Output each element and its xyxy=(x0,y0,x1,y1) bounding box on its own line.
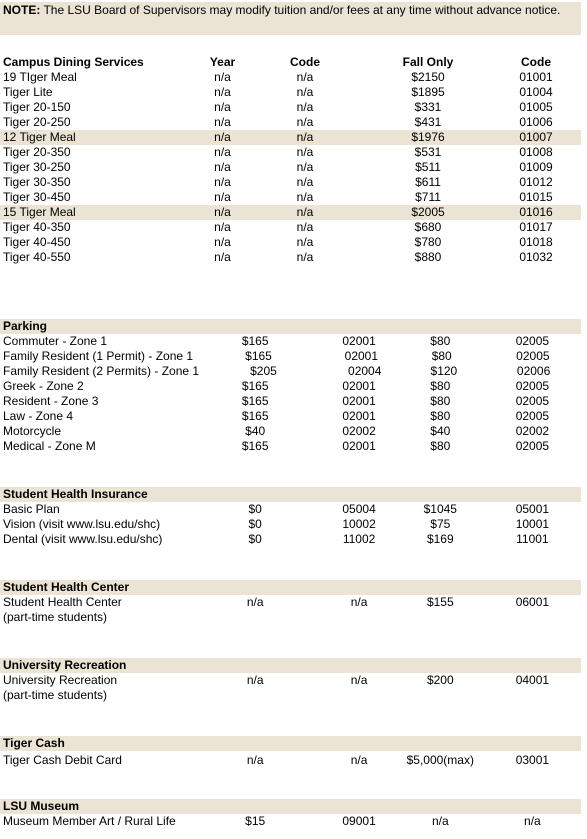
fee-name-cell: Tiger 20-350 xyxy=(3,145,71,159)
table-row xyxy=(0,502,581,517)
fall-cell: $80 xyxy=(430,439,451,453)
tiger-cash-section xyxy=(0,736,581,769)
code-cell: n/a xyxy=(296,250,314,264)
fall-code-cell: 01032 xyxy=(519,250,553,264)
fall-cell: $431 xyxy=(414,115,442,129)
fall-cell: $40 xyxy=(430,424,451,438)
fall-code-cell: 01008 xyxy=(519,145,553,159)
health-center-header-row xyxy=(0,580,581,595)
fee-name-cell: Tiger 30-250 xyxy=(3,160,71,174)
table-row xyxy=(0,205,581,220)
fall-code-cell: 04001 xyxy=(515,673,550,687)
museum-header-row xyxy=(0,799,581,814)
fee-name-cell: Tiger 40-350 xyxy=(3,220,71,234)
fee-name-cell: Family Resident (2 Permits) - Zone 1 xyxy=(3,364,200,378)
dining-section xyxy=(0,55,581,265)
year-cell: n/a xyxy=(214,145,231,159)
year-cell: n/a xyxy=(214,115,231,129)
fall-cell: $1895 xyxy=(411,85,445,99)
fee-name-cell: 12 Tiger Meal xyxy=(3,130,76,144)
table-row xyxy=(0,85,581,100)
fee-name-cell: Tiger 40-450 xyxy=(3,235,71,249)
fall-cell: $780 xyxy=(414,235,442,249)
code-cell: n/a xyxy=(296,145,314,159)
code-cell: 02001 xyxy=(344,349,379,363)
table-row xyxy=(0,532,581,547)
health-center-section-title: Student Health Center xyxy=(3,580,130,594)
parking-rows xyxy=(0,334,581,454)
museum-section-title: LSU Museum xyxy=(3,799,80,813)
table-row xyxy=(0,349,581,364)
code-cell: 02001 xyxy=(342,379,376,393)
fall-code-cell: n/a xyxy=(524,814,541,828)
fee-name-cell: Vision (visit www.lsu.edu/shc) xyxy=(3,517,161,531)
code-cell: 02002 xyxy=(342,424,376,438)
code-cell: 10002 xyxy=(342,517,376,531)
fall-code-cell: 05001 xyxy=(515,502,550,516)
fee-name-cell: Dental (visit www.lsu.edu/shc) xyxy=(3,532,163,546)
year-cell: $165 xyxy=(241,409,269,423)
year-cell: $0 xyxy=(248,502,262,516)
code-cell: n/a xyxy=(296,100,314,114)
fee-name-cell: Tiger Lite xyxy=(3,85,53,99)
fall-cell: $169 xyxy=(426,532,454,546)
code-cell: 02001 xyxy=(342,409,376,423)
fall-cell: $120 xyxy=(430,364,458,378)
parking-header-row xyxy=(0,319,581,334)
fall-cell: $331 xyxy=(414,100,442,114)
year-cell: $0 xyxy=(248,532,262,546)
fall-cell: $80 xyxy=(431,349,452,363)
code-column-header: Code xyxy=(290,55,320,69)
code-cell: n/a xyxy=(296,85,314,99)
fall-code-cell: 01007 xyxy=(519,130,553,144)
table-row xyxy=(0,439,581,454)
year-cell: n/a xyxy=(214,100,231,114)
code-cell: n/a xyxy=(350,595,368,609)
table-row xyxy=(0,115,581,130)
table-row xyxy=(0,160,581,175)
year-cell: n/a xyxy=(214,70,231,84)
year-cell: $165 xyxy=(241,394,269,408)
insurance-section-title: Student Health Insurance xyxy=(3,487,148,501)
health-center-section xyxy=(0,580,581,625)
fall-code-cell: 02005 xyxy=(515,379,550,393)
code-cell: 09001 xyxy=(342,814,376,828)
fee-name-cell: Tiger 30-450 xyxy=(3,190,71,204)
fee-name-cell: 15 Tiger Meal xyxy=(3,205,76,219)
fall-cell: $511 xyxy=(415,160,441,174)
fee-name-line2: (part-time students) xyxy=(3,610,108,624)
tiger-cash-section-title: Tiger Cash xyxy=(3,736,65,750)
fee-name-cell: Basic Plan xyxy=(3,502,60,516)
code-cell: n/a xyxy=(296,70,314,84)
fee-name-cell xyxy=(0,673,189,703)
table-row xyxy=(0,130,581,145)
code-cell: n/a xyxy=(296,190,314,204)
fall-cell: $1976 xyxy=(411,130,445,144)
fee-name-cell: Commuter - Zone 1 xyxy=(3,334,108,348)
note-text: The LSU Board of Supervisors may modify tuition and/or fees at any time without advance notice. xyxy=(40,3,561,17)
code-cell: 02001 xyxy=(342,394,376,408)
table-row xyxy=(0,334,581,349)
code-cell: 02001 xyxy=(342,334,376,348)
fee-name-cell: 19 TIger Meal xyxy=(3,70,77,84)
fee-name-cell: Tiger 30-350 xyxy=(3,175,71,189)
museum-section xyxy=(0,799,581,829)
table-row xyxy=(0,175,581,190)
year-cell: n/a xyxy=(214,235,231,249)
note-label: NOTE: xyxy=(3,3,41,17)
recreation-section xyxy=(0,658,581,703)
fee-name-line1: Student Health Center xyxy=(3,595,122,609)
code-cell: n/a xyxy=(296,235,314,249)
year-cell: $165 xyxy=(245,349,272,363)
fee-name-cell: Family Resident (1 Permit) - Zone 1 xyxy=(3,349,194,363)
fall-code-cell: 03001 xyxy=(515,753,550,767)
fee-name-cell: Greek - Zone 2 xyxy=(3,379,84,393)
fall-code-cell: 01016 xyxy=(519,205,553,219)
fall-code-cell: 01009 xyxy=(519,160,553,174)
table-row xyxy=(0,364,581,379)
table-row xyxy=(0,517,581,532)
fall-cell: $1045 xyxy=(423,502,457,516)
fall-code-cell: 01005 xyxy=(519,100,553,114)
year-column-header: Year xyxy=(209,55,236,69)
year-cell: n/a xyxy=(214,250,231,264)
fee-name-cell: Tiger 20-150 xyxy=(3,100,71,114)
tiger-cash-header-row xyxy=(0,736,581,751)
table-row xyxy=(0,70,581,85)
table-row xyxy=(0,190,581,205)
fall-code-cell: 02002 xyxy=(515,424,550,438)
table-row xyxy=(0,100,581,115)
fall-cell: $80 xyxy=(430,394,451,408)
code-cell: n/a xyxy=(350,673,368,687)
fall-cell: $80 xyxy=(430,334,451,348)
table-row xyxy=(0,379,581,394)
parking-section-title: Parking xyxy=(3,319,48,333)
table-row xyxy=(0,220,581,235)
fall-cell: $2150 xyxy=(411,70,445,84)
fee-name-cell: Medical - Zone M xyxy=(3,439,96,453)
fall-code-cell: 01015 xyxy=(519,190,553,204)
year-cell: $165 xyxy=(241,334,269,348)
fall-code-cell: 02005 xyxy=(515,439,550,453)
table-row xyxy=(0,751,581,769)
table-row xyxy=(0,145,581,160)
recreation-section-title: University Recreation xyxy=(3,658,127,672)
code-cell: n/a xyxy=(296,220,314,234)
year-cell: n/a xyxy=(214,160,231,174)
fee-name-cell: Law - Zone 4 xyxy=(3,409,74,423)
year-cell: n/a xyxy=(214,175,231,189)
year-cell: $0 xyxy=(248,517,262,531)
fall-code-cell: 10001 xyxy=(515,517,550,531)
fall-cell: $680 xyxy=(414,220,442,234)
code-cell: 11002 xyxy=(342,532,376,546)
year-cell: n/a xyxy=(214,130,231,144)
fall-only-column-header: Fall Only xyxy=(402,55,454,69)
fee-name-cell xyxy=(0,595,189,625)
year-cell: n/a xyxy=(214,220,231,234)
code-cell: n/a xyxy=(296,175,314,189)
fall-cell: $2005 xyxy=(411,205,445,219)
fall-code-cell: 01004 xyxy=(519,85,553,99)
dining-section-title: Campus Dining Services xyxy=(3,55,144,69)
year-cell: $165 xyxy=(241,439,269,453)
fee-name-cell: Tiger Cash Debit Card xyxy=(3,753,122,767)
fall-cell: $5,000(max) xyxy=(406,753,474,767)
year-cell: n/a xyxy=(246,753,264,767)
table-row xyxy=(0,250,581,265)
code-cell: n/a xyxy=(296,115,314,129)
fall-code-cell: 01017 xyxy=(519,220,553,234)
table-row xyxy=(0,424,581,439)
fee-name-cell: Resident - Zone 3 xyxy=(3,394,99,408)
year-cell: $15 xyxy=(245,814,266,828)
fall-cell: $75 xyxy=(430,517,451,531)
fall-code-column-header: Code xyxy=(521,55,551,69)
parking-section xyxy=(0,319,581,454)
table-row xyxy=(0,814,581,829)
year-cell: n/a xyxy=(214,190,231,204)
table-row xyxy=(0,673,581,703)
fall-code-cell: 01001 xyxy=(519,70,553,84)
fee-name-line2: (part-time students) xyxy=(3,688,108,702)
fall-cell: n/a xyxy=(431,814,449,828)
fall-code-cell: 02005 xyxy=(516,349,550,363)
fall-cell: $200 xyxy=(426,673,454,687)
table-row xyxy=(0,235,581,250)
code-cell: 02001 xyxy=(342,439,376,453)
table-row xyxy=(0,394,581,409)
code-cell: n/a xyxy=(296,160,314,174)
fall-code-cell: 02006 xyxy=(516,364,551,378)
fall-cell: $531 xyxy=(414,145,442,159)
fall-cell: $155 xyxy=(426,595,454,609)
code-cell: 05004 xyxy=(342,502,376,516)
fee-name-cell: Tiger 40-550 xyxy=(3,250,71,264)
fall-code-cell: 01006 xyxy=(519,115,553,129)
fall-code-cell: 02005 xyxy=(515,409,550,423)
advance-notice-banner xyxy=(0,2,581,35)
fall-code-cell: 02005 xyxy=(515,394,550,408)
dining-header-row xyxy=(0,55,581,70)
insurance-rows xyxy=(0,502,581,547)
fee-name-cell: Tiger 20-250 xyxy=(3,115,71,129)
insurance-section xyxy=(0,487,581,547)
year-cell: n/a xyxy=(246,673,264,687)
fee-name-line1: University Recreation xyxy=(3,673,118,687)
code-cell: n/a xyxy=(296,130,314,144)
year-cell: n/a xyxy=(214,205,231,219)
fall-cell: $80 xyxy=(430,409,451,423)
fall-cell: $711 xyxy=(415,190,441,204)
fall-code-cell: 02005 xyxy=(515,334,550,348)
code-cell: n/a xyxy=(350,753,368,767)
year-cell: $40 xyxy=(245,424,266,438)
fall-cell: $880 xyxy=(414,250,442,264)
table-row xyxy=(0,409,581,424)
fall-cell: $80 xyxy=(430,379,451,393)
fall-code-cell: 11001 xyxy=(516,532,549,546)
year-cell: $165 xyxy=(241,379,269,393)
year-cell: n/a xyxy=(246,595,264,609)
code-cell: 02004 xyxy=(348,364,382,378)
dining-rows xyxy=(0,70,581,265)
fall-code-cell: 06001 xyxy=(515,595,550,609)
fall-code-cell: 01018 xyxy=(519,235,553,249)
year-cell: n/a xyxy=(214,85,231,99)
year-cell: $205 xyxy=(250,364,277,378)
fall-cell: $611 xyxy=(415,175,441,189)
recreation-header-row xyxy=(0,658,581,673)
table-row xyxy=(0,595,581,625)
fee-name-cell: Motorcycle xyxy=(3,424,62,438)
code-cell: n/a xyxy=(296,205,314,219)
insurance-header-row xyxy=(0,487,581,502)
fee-name-cell: Museum Member Art / Rural Life xyxy=(3,814,176,828)
fall-code-cell: 01012 xyxy=(519,175,553,189)
